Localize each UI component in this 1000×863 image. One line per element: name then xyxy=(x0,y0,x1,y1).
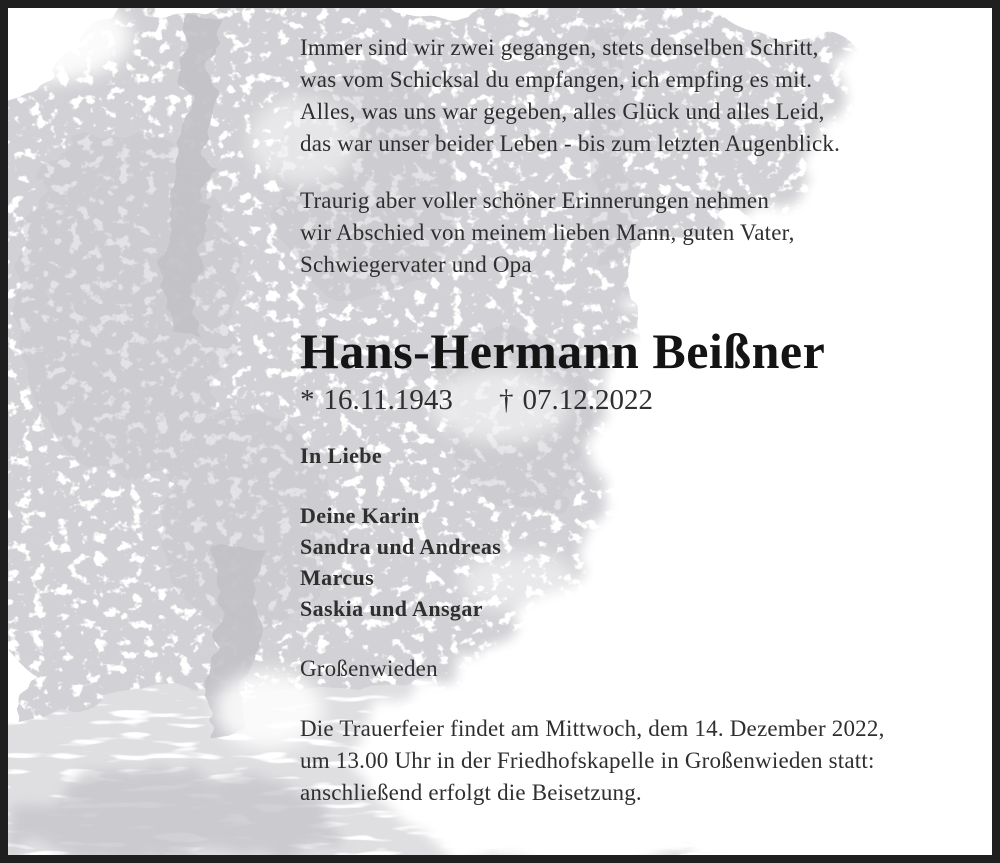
funeral-line: anschließend erfolgt die Beisetzung. xyxy=(300,780,642,805)
announcement-line: wir Abschied von meinem lieben Mann, guten Vater, xyxy=(300,220,795,245)
birth-date: 16.11.1943 xyxy=(323,384,453,416)
mourner-name: Marcus xyxy=(300,565,375,590)
mourner-name: Saskia und Ansgar xyxy=(300,596,483,621)
poem-line: was vom Schicksal du empfangen, ich empfing es mit. xyxy=(300,67,813,92)
poem-line: Alles, was uns war gegeben, alles Glück und alles Leid, xyxy=(300,99,825,124)
death-date-group xyxy=(499,384,653,417)
salutation: In Liebe xyxy=(300,443,383,468)
death-date: 07.12.2022 xyxy=(522,384,653,416)
funeral-line: Die Trauerfeier findet am Mittwoch, dem 14. Dezember 2022, xyxy=(300,716,885,741)
announcement-line: Traurig aber voller schöner Erinnerungen nehmen xyxy=(300,188,770,213)
place-name: Großenwieden xyxy=(300,656,438,681)
poem-line: Immer sind wir zwei gegangen, stets denselben Schritt, xyxy=(300,35,819,60)
announcement-text xyxy=(300,185,795,281)
opening-poem xyxy=(300,32,840,160)
mourner-name: Deine Karin xyxy=(300,503,420,528)
funeral-line: um 13.00 Uhr in der Friedhofskapelle in Großenwieden statt: xyxy=(300,748,875,773)
death-cross-symbol: † xyxy=(498,384,514,416)
birth-date-group xyxy=(300,384,453,417)
mourner-name: Sandra und Andreas xyxy=(300,534,502,559)
deceased-name: Hans-Hermann Beißner xyxy=(300,323,826,379)
birth-star-symbol: * xyxy=(300,384,315,416)
mourners-list xyxy=(300,500,501,624)
life-dates xyxy=(300,384,653,417)
funeral-details xyxy=(300,713,885,809)
poem-line: das war unser beider Leben - bis zum letzten Augenblick. xyxy=(300,131,841,156)
announcement-line: Schwiegervater und Opa xyxy=(300,252,532,277)
